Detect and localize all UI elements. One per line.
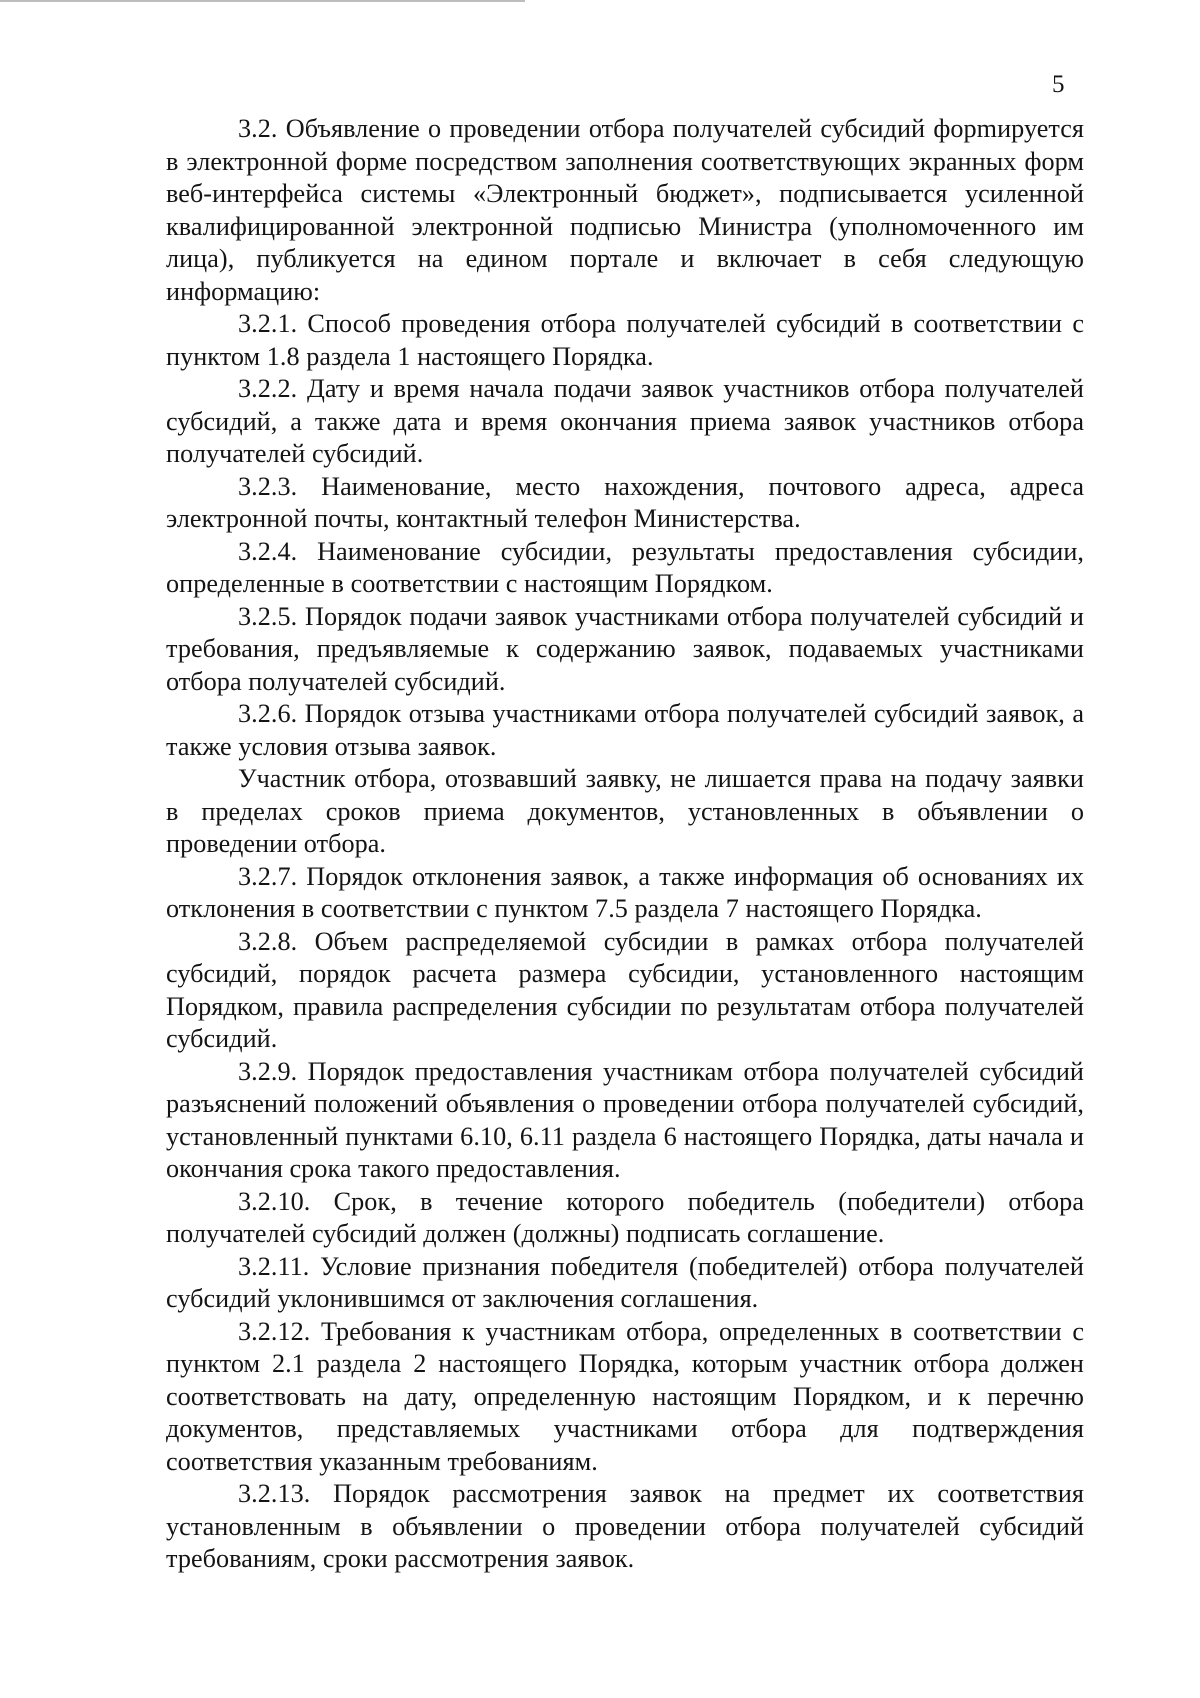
paragraph-3-2-2: 3.2.2. Дату и время начала подачи заявок участников отбора получателей субсидий, а также дата и время окончания приема заявок участников отбора получателей субсидий.: [166, 374, 1084, 468]
document-body: [166, 113, 1084, 1576]
paragraph-3-2-13: 3.2.13. Порядок рассмотрения заявок на предмет их соответствия установленным в объявлении о проведении отбора получателей субсидий требованиям, сроки рассмотрения заявок.: [166, 1479, 1084, 1573]
paragraph-3-2-9: 3.2.9. Порядок предоставления участникам отбора получателей субсидий разъяснений положений объявления о проведении отбора получателей субсидий, установленный пунктами 6.10, 6.11 раздела 6 настоящего Порядка, даты начала и окончания срока такого предоставления.: [166, 1056, 1084, 1183]
paragraph-3-2-1: 3.2.1. Способ проведения отбора получателей субсидий в соответствии с пунктом 1.8 раздела 1 настоящего Порядка.: [166, 309, 1084, 371]
paragraph-3-2: 3.2. Объявление о проведении отбора получателей субсидий форmируется в электронной форме посредством заполнения соответствующих экранных форм веб-интерфейса системы «Электронный бюджет», подписывается усиленной квалифицированной электронной подписью Министра (уполномоченного им лица), публикуется на едином портале и включает в себя следующую информацию:: [166, 114, 1084, 306]
paragraph-3-2-11: 3.2.11. Условие признания победителя (победителей) отбора получателей субсидий уклонившимся от заключения соглашения.: [166, 1251, 1084, 1313]
scan-edge-line: [0, 0, 525, 2]
paragraph-withdrawal-note: Участник отбора, отозвавший заявку, не лишается права на подачу заявки в пределах сроков приема документов, установленных в объявлении о проведении отбора.: [166, 764, 1084, 858]
paragraph-3-2-6: 3.2.6. Порядок отзыва участниками отбора получателей субсидий заявок, а также условия отзыва заявок.: [166, 699, 1084, 761]
paragraph-3-2-12: 3.2.12. Требования к участникам отбора, определенных в соответствии с пунктом 2.1 раздела 2 настоящего Порядка, которым участник отбора должен соответствовать на дату, определенную настоящим Порядком, и к перечню документов, представляемых участниками отбора для подтверждения соответствия указанным требованиям.: [166, 1316, 1084, 1476]
paragraph-3-2-4: 3.2.4. Наименование субсидии, результаты предоставления субсидии, определенные в соответствии с настоящим Порядком.: [166, 536, 1084, 598]
paragraph-3-2-5: 3.2.5. Порядок подачи заявок участниками отбора получателей субсидий и требования, предъявляемые к содержанию заявок, подаваемых участниками отбора получателей субсидий.: [166, 601, 1084, 696]
paragraph-3-2-3: 3.2.3. Наименование, место нахождения, почтового адреса, адреса электронной почты, контактный телефон Министерства.: [166, 471, 1084, 533]
paragraph-3-2-8: 3.2.8. Объем распределяемой субсидии в рамках отбора получателей субсидий, порядок расчета размера субсидии, установленного настоящим Порядком, правила распределения субсидии по результатам отбора получателей субсидий.: [166, 926, 1084, 1053]
page-number: 5: [1052, 71, 1065, 98]
paragraph-3-2-7: 3.2.7. Порядок отклонения заявок, а также информация об основаниях их отклонения в соответствии с пунктом 7.5 раздела 7 настоящего Порядка.: [166, 861, 1084, 923]
paragraph-3-2-10: 3.2.10. Срок, в течение которого победитель (победители) отбора получателей субсидий должен (должны) подписать соглашение.: [166, 1186, 1084, 1248]
